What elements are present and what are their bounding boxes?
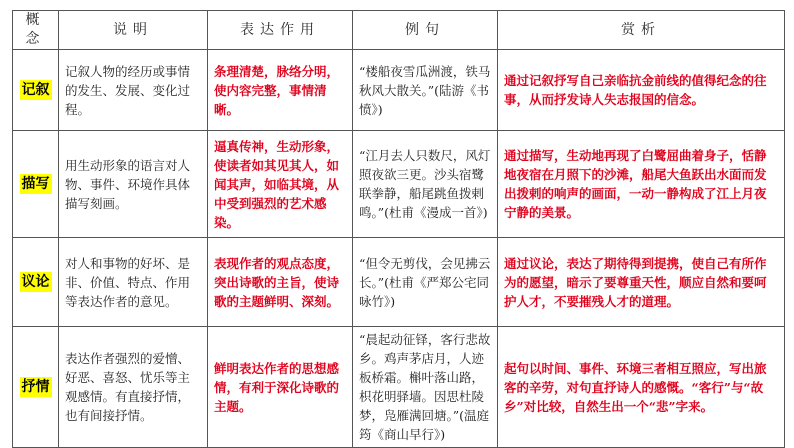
analysis-cell: 通过描写，生动地再现了白鹭屈曲着身子，恬静地夜宿在月照下的沙滩，船尾大鱼跃出水面而发出拨剌的响声的画面，一动一静构成了江上月夜宁静的美景。 <box>498 131 785 238</box>
content-area <box>12 10 784 448</box>
header-row <box>13 11 785 50</box>
table-row <box>13 238 785 327</box>
analysis-cell: 通过议论，表达了期待得到提携，使自己有所作为的愿望，暗示了要尊重天性，顺应自然和要呵护人才，不要摧残人才的道理。 <box>498 238 785 327</box>
concept-label: 抒情 <box>21 379 50 395</box>
poetry-expression-table <box>12 10 785 448</box>
analysis-cell: 通过记叙抒写自己亲临抗金前线的值得纪念的往事，从而抒发诗人失志报国的信念。 <box>498 50 785 131</box>
analysis-cell: 起句以时间、事件、环境三者相互照应，写出旅客的辛劳，对句直抒诗人的感慨。“客行”与“故乡”对比较，自然生出一个“悲”字来。 <box>498 327 785 448</box>
explanation-cell: 记叙人物的经历或事情的发生、发展、变化过程。 <box>59 50 208 131</box>
header-explanation: 说明 <box>59 11 208 50</box>
concept-label: 记叙 <box>21 82 50 98</box>
header-concept: 概念 <box>13 11 59 50</box>
explanation-cell: 用生动形象的语言对人物、事件、环境作具体描写刻画。 <box>59 131 208 238</box>
table-row <box>13 50 785 131</box>
concept-cell <box>13 50 59 131</box>
effect-cell: 鲜明表达作者的思想感情，有利于深化诗歌的主题。 <box>208 327 353 448</box>
concept-label: 描写 <box>21 176 50 192</box>
header-effect: 表达作用 <box>208 11 353 50</box>
example-cell: “但令无剪伐，会见拂云长。”(杜甫《严郑公宅同咏竹》) <box>353 238 498 327</box>
table-row <box>13 327 785 448</box>
explanation-cell: 表达作者强烈的爱憎、好恶、喜怒、忧乐等主观感情。有直接抒情，也有间接抒情。 <box>59 327 208 448</box>
example-cell: “江月去人只数尺，风灯照夜欲三更。沙头宿鹭联拳静，船尾跳鱼拨剌鸣。”(杜甫《漫成一首》) <box>353 131 498 238</box>
example-cell: “晨起动征铎，客行悲故乡。鸡声茅店月，人迹板桥霜。槲叶落山路，枳花明驿墙。因思杜陵梦，凫雁满回塘。”(温庭筠《商山早行》) <box>353 327 498 448</box>
example-cell: “楼船夜雪瓜洲渡，铁马秋风大散关。”(陆游《书愤》) <box>353 50 498 131</box>
concept-cell <box>13 327 59 448</box>
effect-cell: 条理清楚，脉络分明，使内容完整，事情清晰。 <box>208 50 353 131</box>
explanation-cell: 对人和事物的好坏、是非、价值、特点、作用等表达作者的意见。 <box>59 238 208 327</box>
effect-cell: 逼真传神，生动形象，使读者如其见其人，如闻其声，如临其境，从中受到强烈的艺术感染。 <box>208 131 353 238</box>
effect-cell: 表现作者的观点态度，突出诗歌的主旨，使诗歌的主题鲜明、深刻。 <box>208 238 353 327</box>
table-row <box>13 131 785 238</box>
header-analysis: 赏析 <box>498 11 785 50</box>
concept-label: 议论 <box>21 274 50 290</box>
concept-cell <box>13 238 59 327</box>
concept-cell <box>13 131 59 238</box>
header-example: 例句 <box>353 11 498 50</box>
